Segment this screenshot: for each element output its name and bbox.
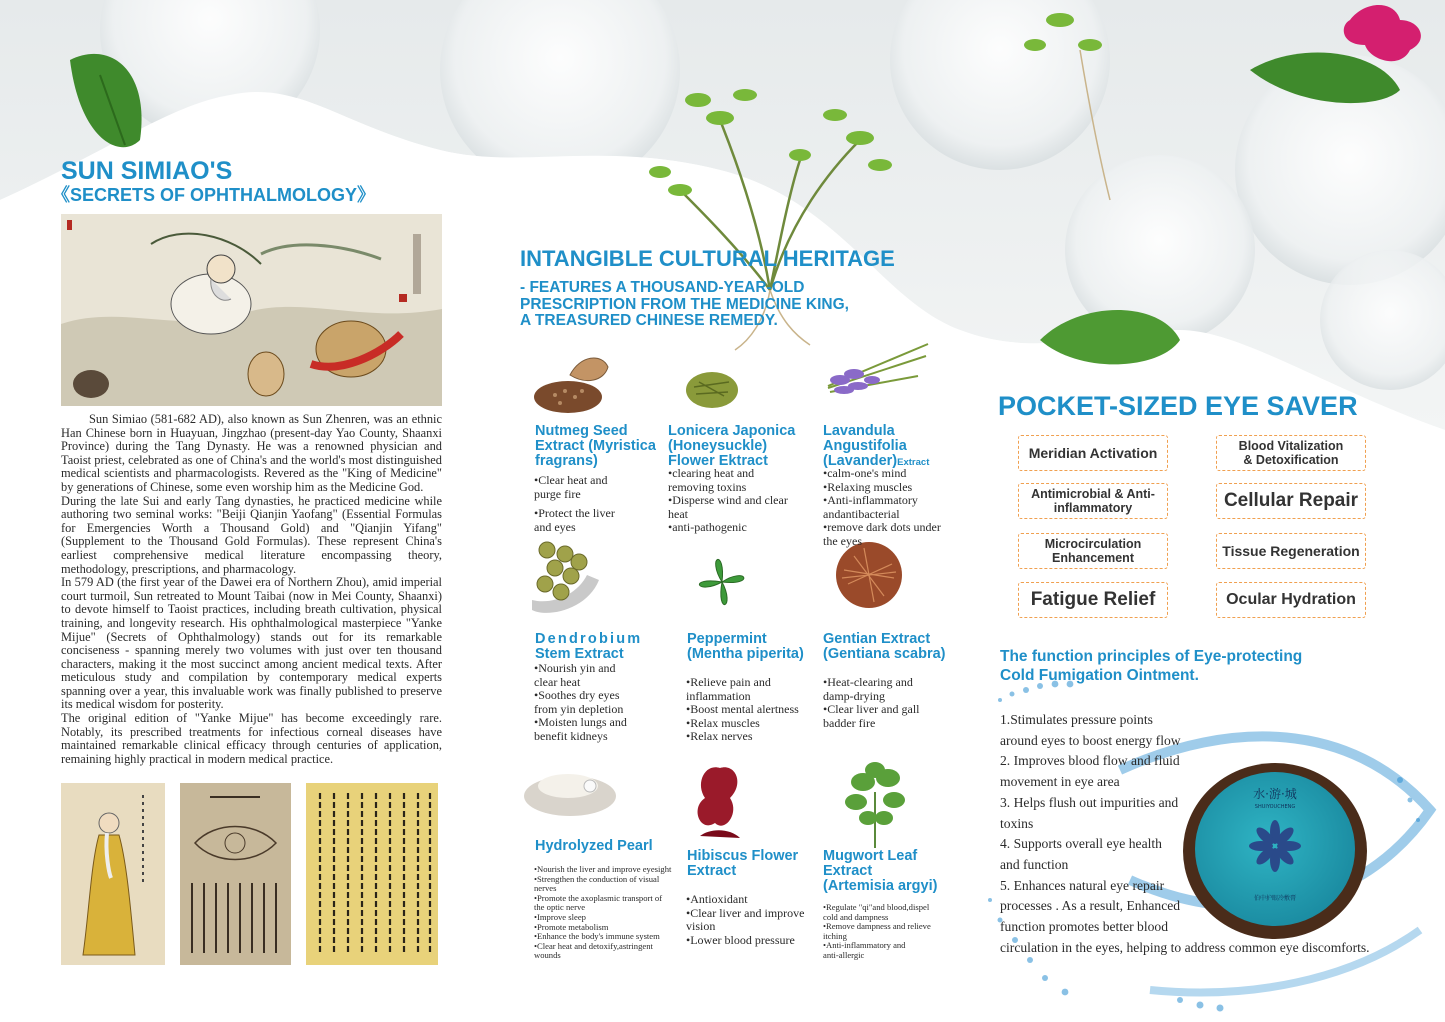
dendrobium-icon: [527, 540, 602, 618]
jar-label: 伯中护眼冷敷膏: [1253, 895, 1297, 902]
herb-title-lavender: Lavandula Angustifolia (Lavander)Extract: [823, 423, 930, 469]
benefit-meridian-activation: Meridian Activation: [1018, 435, 1168, 471]
bio-paragraph-2: During the late Sui and early Tang dynasties, he practiced medicine while authoring two seminal works: "Beiji Qianjin Yaofang" (Essential Formulas for Emergencies Worth a Thousand Gold) and "Qianjin Yifang" (Supplement to the Thousand Gold Formulas). These represent China's earliest comprehensive medical literature encompassing theory, methodology, prescriptions, and pharmacology.: [61, 493, 442, 576]
pearl-icon: [520, 762, 620, 820]
left-title-line1: SUN SIMIAO'S: [61, 157, 233, 185]
herb-body-pearl: •Nourish the liver and improve eyesight •Strengthen the conduction of visual nerves •Promote the axoplasmic transport of the optic nerve •Improve sleep •Promote metabolism •Enhance the body's immune system •Clear heat and detoxify,astringent wounds: [534, 864, 672, 961]
jar-brand: 水·游·城: [1253, 787, 1297, 801]
benefit-tissue-regeneration: Tissue Regeneration: [1216, 533, 1366, 569]
herb-title-nutmeg: Nutmeg Seed Extract (Myristica fragrans): [535, 423, 656, 469]
heritage-subtitle-line2: PRESCRIPTION FROM THE MEDICINE KING,: [520, 295, 849, 313]
herb-body-nutmeg: •Clear heat and purge fire •Protect the liver and eyes: [534, 473, 615, 534]
herb-body-lavender: •calm-one's mind •Relaxing muscles •Anti-inflammatory andantibacterial •remove dark dots under the eyes: [823, 466, 941, 548]
jar-brand-sub: SHUIYOUCHENG: [1254, 804, 1296, 810]
biography-text: [61, 413, 442, 766]
herb-title-honeysuckle: Lonicera Japonica (Honeysuckle) Flower Ektract: [668, 423, 796, 469]
bio-paragraph-3: In 579 AD (the first year of the Dawei era of Northern Zhou), amid imperial court turmoil, Sun retreated to Mount Taibai (now in Mei County, Shaanxi) to devote himself to Taoist practices, including breath cultivation, physical training, and longevity research. His ophthalmological masterpiece "Yanke Mijue" (Secrets of Ophthalmology) stands out for its remarkable conciseness - spanning merely two volumes with just over ten thousand characters, making it the most succinct among ancient medical texts. After meticulous study and compilation by contemporary medical experts spanning over a year, this invaluable work was finally published to preserve its medical wisdom for posterity.: [61, 575, 442, 712]
herb-title-peppermint: Peppermint (Mentha piperita): [687, 631, 804, 662]
hibiscus-icon: [690, 758, 748, 848]
eye-saver-title: POCKET-SIZED EYE SAVER: [998, 391, 1358, 421]
honeysuckle-icon: [684, 362, 740, 412]
bio-paragraph-1: Sun Simiao (581-682 AD), also known as Sun Zhenren, was an ethnic Han Chinese born in Huayuan, Jingzhao (present-day Yao County, Shaanxi Province) during the Tang Dynasty. He was a renowned physician and Taoist priest, celebrated as one of China's and the world's most distinguished medical scientists and pharmacologists. Revered as the "King of Medicine" by generations of Chinese, some even worship him as the Medicine God.: [61, 412, 442, 494]
heritage-subtitle-line3: A TREASURED CHINESE REMEDY.: [520, 312, 778, 329]
herb-body-mugwort: •Regulate "qi"and blood,dispel cold and dampness •Remove dampness and relieve itching •Anti-inflammatory and anti-allergic: [823, 902, 931, 960]
principles-title-line1: The function principles of Eye-protecting: [1000, 648, 1303, 665]
herb-body-peppermint: •Relieve pain and inflammation •Boost mental alertness •Relax muscles •Relax nerves: [686, 675, 799, 744]
mugwort-icon: [838, 762, 912, 848]
herb-body-hibiscus: •Antioxidant •Clear liver and improve vision •Lower blood pressure: [686, 892, 805, 947]
herb-body-honeysuckle: •clearing heat and removing toxins •Disperse wind and clear heat •anti-pathogenic: [668, 466, 788, 535]
principles-list: 1.Stimulates pressure points around eyes to boost energy flow 2. Improves blood flow and fluid movement in eye area 3. Helps flush out impurities and toxins 4. Supports overall eye health and function 5. Enhances natural eye repair processes . As a result, Enhanced function promotes better blood circulation in the eyes, helping to address common eye discomforts.: [1000, 712, 1370, 955]
herb-title-dendrobium: Dendrobium Stem Extract: [535, 631, 643, 662]
heritage-subtitle: [520, 280, 849, 330]
benefit-antimicrobial: Antimicrobial & Anti-inflammatory: [1018, 483, 1168, 519]
ancient-book-page: [306, 783, 438, 965]
herb-body-gentian: •Heat-clearing and damp-drying •Clear liver and gall badder fire: [823, 675, 920, 730]
peppermint-icon: [686, 546, 758, 618]
eye-diagram-manuscript: [180, 783, 291, 965]
benefit-ocular-hydration: Ocular Hydration: [1216, 582, 1366, 618]
benefit-cellular-repair: Cellular Repair: [1216, 483, 1366, 519]
lavender-icon: [818, 336, 933, 396]
herb-title-mugwort: Mugwort Leaf Extract (Artemisia argyi): [823, 848, 938, 894]
herb-title-pearl: Hydrolyzed Pearl: [535, 838, 653, 854]
bio-paragraph-4: The original edition of "Yanke Mijue" has become exceedingly rare. Notably, its prescribed treatments for infectious corneal diseases have maintained remarkable clinical efficacy through centuries of application, remaining highly practical in modern medical practice.: [61, 711, 442, 766]
herb-body-dendrobium: •Nourish yin and clear heat •Soothes dry eyes from yin depletion •Moisten lungs and benefit kidneys: [534, 661, 627, 743]
benefit-fatigue-relief: Fatigue Relief: [1018, 582, 1168, 618]
principles-title-line2: Cold Fumigation Ointment.: [1000, 667, 1199, 684]
herb-title-gentian: Gentian Extract (Gentiana scabra): [823, 631, 946, 662]
heritage-title: INTANGIBLE CULTURAL HERITAGE: [520, 246, 895, 271]
gentian-icon: [834, 540, 904, 610]
nutmeg-seed-icon: [530, 345, 610, 417]
left-title-line2: 《SECRETS OF OPHTHALMOLOGY》: [52, 185, 376, 205]
herb-title-hibiscus: Hibiscus Flower Extract: [687, 848, 799, 879]
heritage-subtitle-line1: - FEATURES A THOUSAND-YEAR-OLD: [520, 279, 805, 296]
sun-simiao-painting: [61, 214, 442, 406]
benefit-microcirculation: Microcirculation Enhancement: [1018, 533, 1168, 569]
principles-title: [1000, 647, 1302, 685]
benefit-blood-vitalization: Blood Vitalization & Detoxification: [1216, 435, 1366, 471]
sun-simiao-portrait: [61, 783, 165, 965]
